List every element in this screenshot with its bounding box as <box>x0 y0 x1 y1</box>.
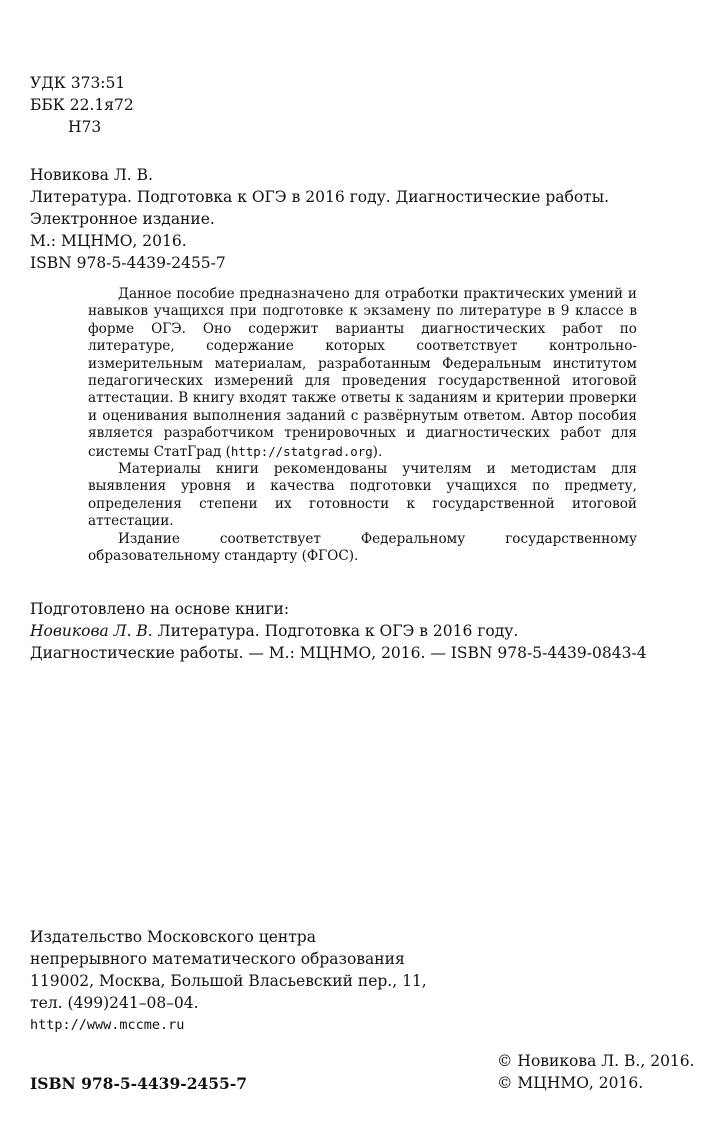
book-author: Новикова Л. В. <box>30 166 153 184</box>
source-author: Новикова Л. В. <box>30 622 153 640</box>
footer-isbn: ISBN 978-5-4439-2455-7 <box>30 1074 248 1093</box>
publisher-url[interactable]: http://www.mccme.ru <box>30 1017 185 1033</box>
copyright-block <box>497 1050 695 1094</box>
author-mark: Н73 <box>68 118 102 136</box>
book-edition: Электронное издание. <box>30 210 215 228</box>
publisher-phone: тел. (499)241–08–04. <box>30 994 199 1012</box>
classification-block <box>30 72 134 138</box>
publisher-block <box>30 926 427 1036</box>
publisher-address: 119002, Москва, Большой Власьевский пер., 11, <box>30 972 427 990</box>
annotation-paragraph-2: Материалы книги рекомендованы учителям и методистам для выявления уровня и качества подготовки учащихся по предмету, определения степени их готовности к государственной итоговой аттестации. <box>88 461 637 530</box>
annotation-paragraph-3: Издание соответствует Федеральному государственному образовательному стандарту (ФГОС). <box>88 530 637 565</box>
book-isbn: ISBN 978-5-4439-2455-7 <box>30 254 226 272</box>
copyright-author: © Новикова Л. В., 2016. <box>497 1052 695 1070</box>
book-imprint: М.: МЦНМО, 2016. <box>30 232 187 250</box>
udk-code: УДК 373:51 <box>30 74 126 92</box>
annotation-paragraph-1 <box>88 286 637 461</box>
based-on-citation <box>30 620 647 642</box>
based-on-intro: Подготовлено на основе книги: <box>30 600 290 618</box>
copyright-publisher: © МЦНМО, 2016. <box>497 1074 644 1092</box>
based-on-block <box>30 598 647 664</box>
statgrad-link[interactable]: http://statgrad.org <box>230 443 373 459</box>
annotation-text: Данное пособие предназначено для отработки практических умений и навыков учащихся при подготовке к экзамену по литературе в 9 классе в форме ОГЭ. Оно содержит варианты диагностических работ по литературе, содержание которых соответствует контрольно-измерительным материалам, разработанным Федеральным институтом педагогических измерений для проведения государственной итоговой аттестации. В книгу входят также ответы к заданиям и критерии проверки и оценивания выполнения заданий с развёрнутым ответом. Автор пособия является разработчиком тренировочных и диагностических работ для системы СтатГрад ( <box>88 286 637 460</box>
bibliographic-record <box>30 164 609 274</box>
publisher-name-line1: Издательство Московского центра <box>30 928 316 946</box>
annotation-text-end: ). <box>372 443 383 460</box>
annotation <box>88 286 637 566</box>
source-title: Литература. Подготовка к ОГЭ в 2016 году. <box>152 622 519 640</box>
book-title: Литература. Подготовка к ОГЭ в 2016 году. Диагностические работы. <box>30 188 610 206</box>
source-details: Диагностические работы. — М.: МЦНМО, 2016. — ISBN 978-5-4439-0843-4 <box>30 644 647 662</box>
bbk-code: ББК 22.1я72 <box>30 96 134 114</box>
publisher-name-line2: непрерывного математического образования <box>30 950 405 968</box>
